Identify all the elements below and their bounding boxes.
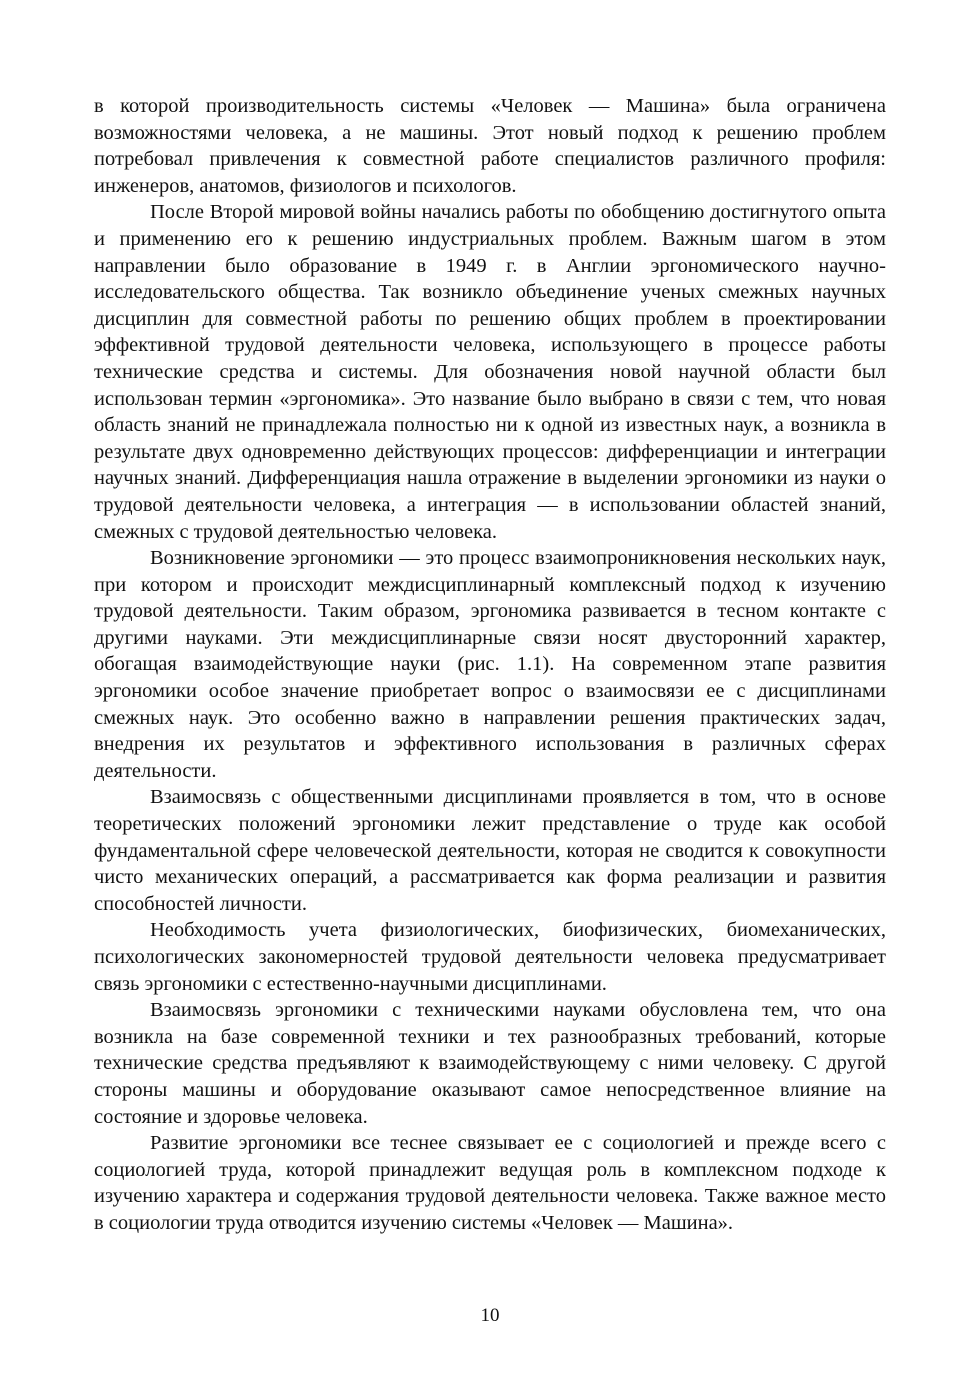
paragraph-continuation: в которой производительность системы «Человек — Машина» была ограничена возможностями человека, а не машины. Этот новый подход к решению проблем потребовал привлечения к совместной работе специалистов различного профиля: инженеров, анатомов, физиологов и психологов. (94, 95, 886, 197)
page-number: 10 (480, 1305, 500, 1326)
paragraph-sociology: Развитие эргономики все теснее связывает ее с социологией и прежде всего с социологией труда, которой принадлежит ведущая роль в комплексном подходе к изучению характера и содержания трудовой деятельности человека. Также важное место в социологии труда отводится изучению системы «Человек — Машина». (94, 1132, 886, 1234)
paragraph-natural-sciences: Необходимость учета физиологических, биофизических, биомеханических, психологических закономерностей трудовой деятельности человека предусматривает связь эргономики с естественно-научными дисциплинами. (94, 919, 886, 995)
paragraph-interdisciplinary: Возникновение эргономики — это процесс взаимопроникновения нескольких наук, при котором и происходит междисциплинарный комплексный подход к изучению трудовой деятельности. Таким образом, эргономика развивается в тесном контакте с другими науками. Эти междисциплинарные связи носят двусторонний характер, обогащая взаимодействующие науки (рис. 1.1). На современном этапе развития эргономики особое значение приобретает вопрос о взаимосвязи ее с дисциплинами смежных наук. Это особенно важно в направлении решения практических задач, внедрения их результатов и эффективного использования в различных сферах деятельности. (94, 547, 886, 782)
page-body (94, 93, 886, 1237)
paragraph-post-war-ergonomics: После Второй мировой войны начались работы по обобщению достигнутого опыта и применению его к решению индустриальных проблем. Важным шагом в этом направлении было образование в 1949 г. в Англии эргономического научно-исследовательского общества. Так возникло объединение ученых смежных научных дисциплин для совместной работы по решению общих проблем в проектировании эффективной трудовой деятельности человека, использующего в процессе работы технические средства и системы. Для обозначения новой научной области был использован термин «эргономика». Это название было выбрано в связи с тем, что новая область знаний не принадлежала полностью ни к одной из известных наук, а возникла в результате двух одновременно действующих процессов: дифференциации и интеграции научных знаний. Дифференциация нашла отражение в выделении эргономики из науки о трудовой деятельности человека, а интеграция — в использовании областей знаний, смежных с трудовой деятельностью человека. (94, 201, 886, 543)
paragraph-social-sciences: Взаимосвязь с общественными дисциплинами проявляется в том, что в основе теоретических положений эргономики лежит представление о труде как особой фундаментальной сфере человеческой деятельности, которая не сводится к совокупности чисто механических операций, а рассматривается как форма реализации и развития способностей личности. (94, 786, 886, 915)
paragraph-technical-sciences: Взаимосвязь эргономики с техническими науками обусловлена тем, что она возникла на базе современной техники и тех разнообразных требований, которые технические средства предъявляют к взаимодействующему с ними человеку. С другой стороны машины и оборудование оказывают самое непосредственное влияние на состояние и здоровье человека. (94, 999, 886, 1128)
